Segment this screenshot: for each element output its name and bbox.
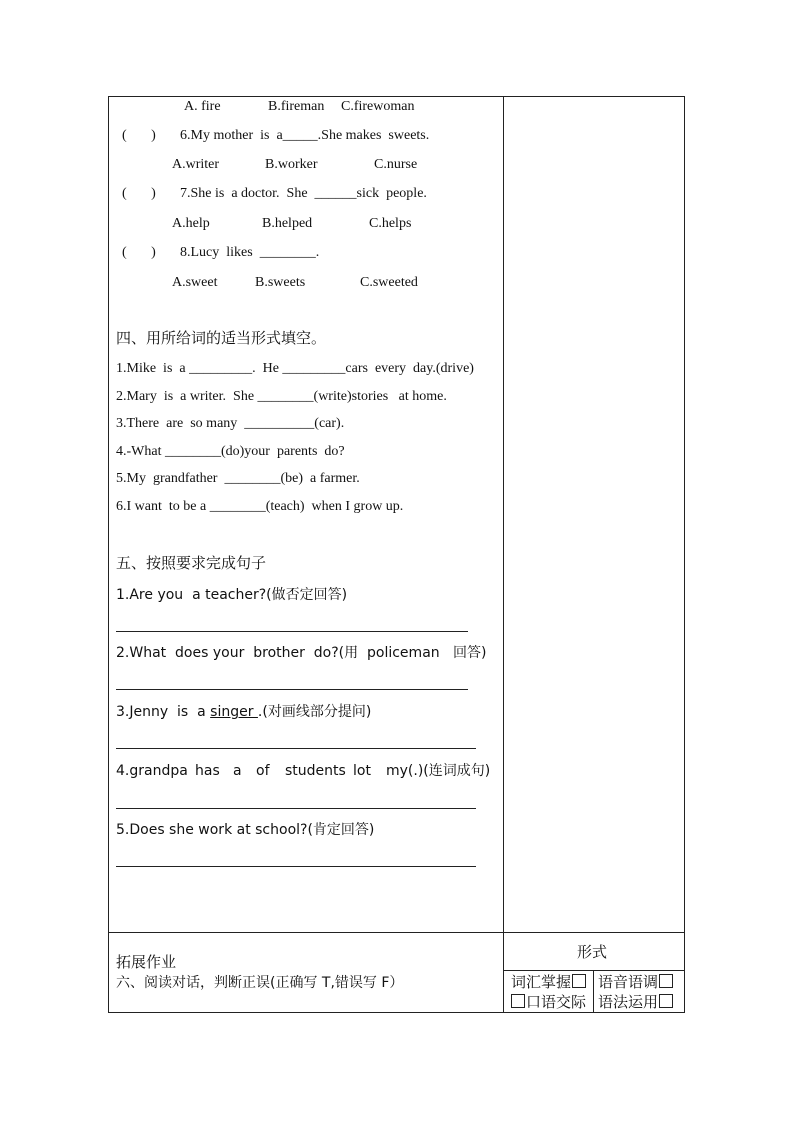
q7-option-b: B.helped [262, 216, 313, 231]
row-divider-right [503, 932, 685, 933]
check-vocab-label: 词汇掌握 [511, 973, 572, 991]
section5-q3-prefix: 3.Jenny is a [116, 704, 211, 720]
section5-q3 [116, 704, 371, 720]
section5-q4-word-1: 4.grandpa [116, 763, 188, 779]
check-pronunciation-label: 语音语调 [598, 973, 659, 991]
footer-label: 拓展作业 [116, 953, 177, 971]
checkbox-icon[interactable] [572, 974, 586, 988]
section4-item-5: 5.My grandfather ________(be) a farmer. [116, 471, 360, 486]
answer-line-3[interactable] [116, 748, 476, 749]
q6-paren: ( ) [122, 128, 156, 143]
section5-q4-word-2: has [195, 763, 220, 779]
section5-q4-word-7: my(.)(连词成句) [386, 763, 491, 779]
section4-item-6: 6.I want to be a ________(teach) when I grow up. [116, 499, 404, 514]
section4-item-3: 3.There are so many __________(car). [116, 416, 345, 431]
column-divider [503, 96, 504, 1013]
q7-option-c: C.helps [369, 216, 412, 231]
section5-q4-word-5: students [285, 763, 346, 779]
section4-item-4: 4.-What ________(do)your parents do? [116, 444, 345, 459]
check-oral-label: 口语交际 [526, 993, 587, 1011]
form-header-divider [503, 970, 685, 971]
q8-option-a: A.sweet [172, 275, 218, 290]
answer-line-4[interactable] [116, 808, 476, 809]
section5-q1: 1.Are you a teacher?(做否定回答) [116, 587, 348, 603]
q8-option-b: B.sweets [255, 275, 306, 290]
form-column-divider [593, 970, 594, 1013]
check-grammar[interactable] [598, 994, 673, 1010]
q8-paren: ( ) [122, 245, 156, 260]
checkbox-icon[interactable] [659, 974, 673, 988]
checkbox-icon[interactable] [659, 994, 673, 1008]
q7-option-a: A.help [172, 216, 210, 231]
section4-item-2: 2.Mary is a writer. She ________(write)stories at home. [116, 389, 447, 404]
section5-q5: 5.Does she work at school?(肯定回答) [116, 822, 375, 838]
answer-line-2[interactable] [116, 689, 468, 690]
checkbox-icon[interactable] [511, 994, 525, 1008]
check-pronunciation[interactable] [598, 974, 673, 990]
section5-q4-word-6: lot [353, 763, 371, 779]
q6-option-b: B.worker [265, 157, 318, 172]
check-vocab[interactable] [511, 974, 586, 990]
q8-text: 8.Lucy likes ________. [180, 245, 320, 260]
q6-option-a: A.writer [172, 157, 220, 172]
section6-title: 六、阅读对话，判断正误(正确写 T,错误写 F） [116, 975, 404, 991]
section5-title: 五、按照要求完成句子 [116, 554, 267, 572]
section5-q4-word-4: of [256, 763, 270, 779]
q5-option-a: A. fire [184, 99, 221, 114]
section5-q4-word-3: a [233, 763, 242, 779]
section4-item-1: 1.Mike is a _________. He _________cars every day.(drive) [116, 361, 474, 376]
q7-text: 7.She is a doctor. She ______sick people. [180, 186, 427, 201]
section5-q3-suffix: .(对画线部分提问) [257, 704, 372, 720]
check-oral[interactable] [511, 994, 586, 1010]
section5-q3-underlined: singer [210, 704, 258, 720]
section5-q2: 2.What does your brother do?(用 policeman 回答) [116, 645, 487, 661]
row-divider [108, 932, 504, 933]
section4-title: 四、用所给词的适当形式填空。 [116, 329, 327, 347]
answer-line-1[interactable] [116, 631, 468, 632]
q6-option-c: C.nurse [374, 157, 418, 172]
q7-paren: ( ) [122, 186, 156, 201]
q5-option-c: C.firewoman [341, 99, 415, 114]
form-header: 形式 [577, 943, 608, 961]
answer-line-5[interactable] [116, 866, 476, 867]
q6-text: 6.My mother is a_____.She makes sweets. [180, 128, 430, 143]
check-grammar-label: 语法运用 [598, 993, 659, 1011]
q5-option-b: B.fireman [268, 99, 325, 114]
q8-option-c: C.sweeted [360, 275, 418, 290]
